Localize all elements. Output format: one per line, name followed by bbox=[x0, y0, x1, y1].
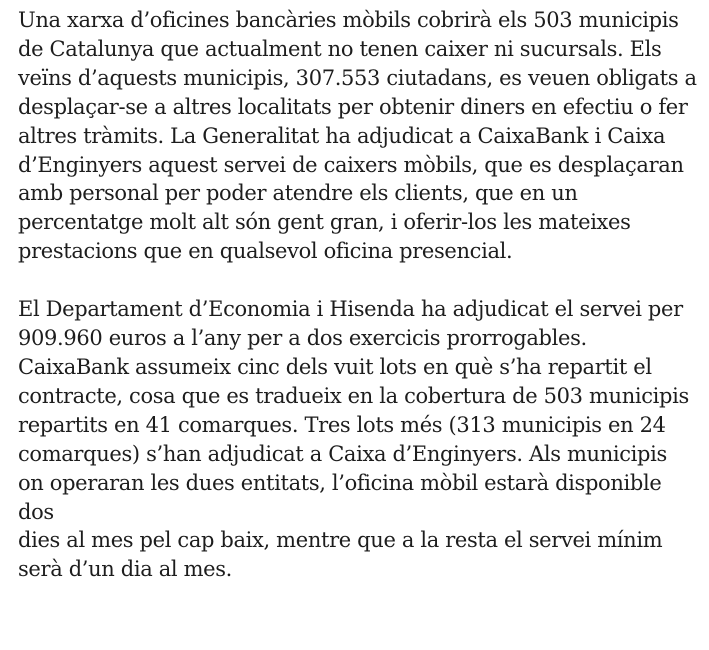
paragraph-line: 909.960 euros a l’any per a dos exercicis prorrogables. bbox=[18, 326, 587, 351]
paragraph-line: percentatge molt alt són gent gran, i oferir-los les mateixes bbox=[18, 210, 631, 235]
article-paragraph-2 bbox=[18, 295, 709, 584]
paragraph-line: Una xarxa d’oficines bancàries mòbils cobrirà els 503 municipis bbox=[18, 8, 679, 32]
article-paragraph-1 bbox=[18, 6, 709, 266]
paragraph-line: on operaran les dues entitats, l’oficina mòbil estarà disponible bbox=[18, 470, 662, 495]
paragraph-line: serà d’un dia al mes. bbox=[18, 557, 232, 582]
paragraph-line: comarques) s’han adjudicat a Caixa d’Enginyers. Als municipis bbox=[18, 441, 667, 466]
paragraph-line: de Catalunya que actualment no tenen caixer ni sucursals. Els bbox=[18, 36, 662, 61]
paragraph-line: CaixaBank assumeix cinc dels vuit lots en què s’ha repartit el bbox=[18, 354, 652, 379]
paragraph-line: dos bbox=[18, 499, 54, 524]
paragraph-line: repartits en 41 comarques. Tres lots més (313 municipis en 24 bbox=[18, 412, 666, 437]
paragraph-line: El Departament d’Economia i Hisenda ha adjudicat el servei per bbox=[18, 297, 683, 322]
paragraph-line: altres tràmits. La Generalitat ha adjudicat a CaixaBank i Caixa bbox=[18, 123, 666, 148]
paragraph-line: dies al mes pel cap baix, mentre que a la resta el servei mínim bbox=[18, 528, 663, 553]
paragraph-line: prestacions que en qualsevol oficina presencial. bbox=[18, 239, 513, 264]
paragraph-line: desplaçar-se a altres localitats per obtenir diners en efectiu o fer bbox=[18, 94, 688, 119]
paragraph-line: d’Enginyers aquest servei de caixers mòbils, que es desplaçaran bbox=[18, 152, 684, 177]
paragraph-line: veïns d’aquests municipis, 307.553 ciutadans, es veuen obligats a bbox=[18, 65, 697, 90]
paragraph-line: contracte, cosa que es tradueix en la cobertura de 503 municipis bbox=[18, 383, 689, 408]
paragraph-line: amb personal per poder atendre els clients, que en un bbox=[18, 181, 578, 206]
